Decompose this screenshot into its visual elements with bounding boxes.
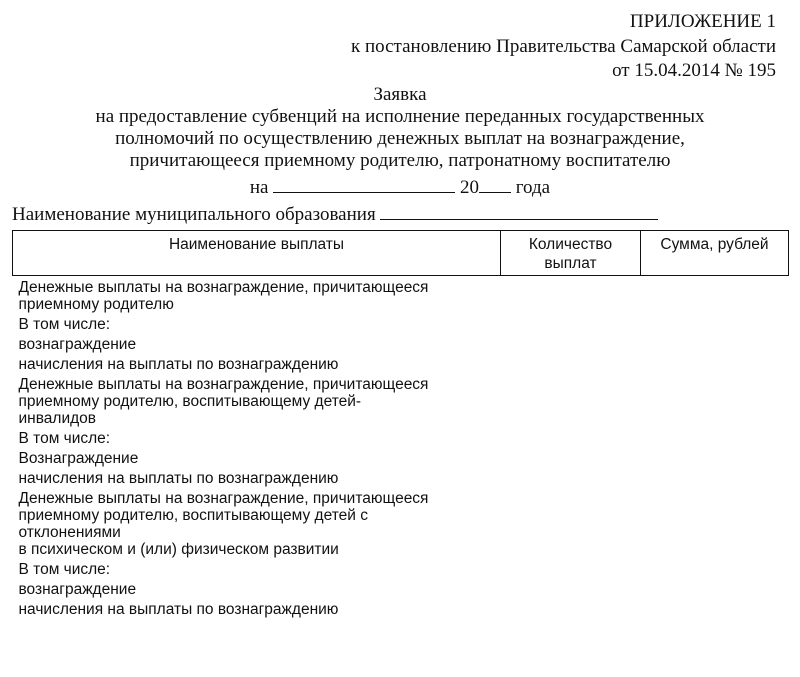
header-payment-count: Количество выплат	[501, 231, 641, 276]
payment-name-line: начисления на выплаты по вознаграждению	[18, 356, 339, 373]
payment-name-line: приемному родителю	[18, 296, 174, 313]
payment-name-cell	[13, 333, 501, 353]
payment-name-cell	[13, 598, 501, 618]
payment-name-cell	[13, 276, 501, 314]
payment-name-line: В том числе:	[18, 316, 111, 333]
appendix-label: ПРИЛОЖЕНИЕ 1	[629, 11, 776, 32]
payment-name-line: приемному родителю, воспитывающему детей-	[18, 393, 362, 410]
payment-sum-cell	[641, 487, 789, 558]
payment-count-cell	[501, 276, 641, 314]
table-row	[13, 578, 789, 598]
table-row	[13, 427, 789, 447]
payment-name-cell	[13, 353, 501, 373]
payment-name-line: В том числе:	[18, 561, 111, 578]
table-row	[13, 276, 789, 314]
payment-name-line: приемному родителю, воспитывающему детей с	[18, 507, 368, 524]
payment-name-line: Денежные выплаты на вознаграждение, причитающееся	[18, 376, 429, 393]
payment-count-cell	[501, 313, 641, 333]
table-body	[13, 276, 789, 619]
payment-name-line: Вознаграждение	[18, 450, 139, 467]
table-row	[13, 373, 789, 427]
payment-sum-cell	[641, 467, 789, 487]
payment-count-cell	[501, 467, 641, 487]
decree-date-number: от 15.04.2014 № 195	[612, 60, 776, 81]
period-suffix: года	[515, 177, 551, 198]
period-month-blank	[273, 174, 455, 193]
decree-reference: к постановлению Правительства Самарской области	[351, 36, 776, 57]
payment-name-cell	[13, 558, 501, 578]
municipality-line	[12, 201, 658, 227]
payment-count-cell	[501, 447, 641, 467]
payment-count-cell	[501, 353, 641, 373]
payment-count-cell	[501, 558, 641, 578]
payment-name-line: Денежные выплаты на вознаграждение, причитающееся	[18, 279, 429, 296]
payment-sum-cell	[641, 373, 789, 427]
payment-name-line: В том числе:	[18, 430, 111, 447]
payment-name-line: начисления на выплаты по вознаграждению	[18, 470, 339, 487]
payment-name-cell	[13, 427, 501, 447]
payment-sum-cell	[641, 558, 789, 578]
payment-name-line: в психическом и (или) физическом развитии	[18, 541, 339, 558]
payment-count-cell	[501, 373, 641, 427]
payment-sum-cell	[641, 333, 789, 353]
header-payment-sum: Сумма, рублей	[641, 231, 789, 276]
period-prefix: на	[249, 177, 269, 198]
payment-name-line: Денежные выплаты на вознаграждение, причитающееся	[18, 490, 429, 507]
payment-count-cell	[501, 578, 641, 598]
payment-sum-cell	[641, 447, 789, 467]
payment-sum-cell	[641, 353, 789, 373]
payment-sum-cell	[641, 578, 789, 598]
payment-name-cell	[13, 487, 501, 558]
municipality-blank	[380, 201, 658, 220]
table-row	[13, 487, 789, 558]
period-line	[0, 174, 800, 199]
payment-name-cell	[13, 578, 501, 598]
payment-name-line: отклонениями	[18, 524, 121, 541]
payment-count-cell	[501, 487, 641, 558]
table-row	[13, 558, 789, 578]
header-payment-name: Наименование выплаты	[13, 231, 501, 276]
document-title: Заявка	[373, 84, 427, 105]
table-header-row	[13, 231, 789, 276]
table-row	[13, 333, 789, 353]
table-row	[13, 447, 789, 467]
payment-count-cell	[501, 427, 641, 447]
payment-name-line: вознаграждение	[18, 336, 137, 353]
payment-sum-cell	[641, 598, 789, 618]
period-year: 20	[459, 177, 479, 198]
payment-name-cell	[13, 373, 501, 427]
payment-name-cell	[13, 447, 501, 467]
table-row	[13, 598, 789, 618]
payment-count-cell	[501, 333, 641, 353]
title-line-3: причитающееся приемному родителю, патронатному воспитателю	[129, 150, 671, 171]
payment-sum-cell	[641, 276, 789, 314]
payment-name-line: инвалидов	[18, 410, 96, 427]
table-row	[13, 467, 789, 487]
title-line-1: на предоставление субвенций на исполнение переданных государственных	[95, 106, 705, 127]
payments-table	[12, 230, 789, 618]
payment-count-cell	[501, 598, 641, 618]
payment-name-line: вознаграждение	[18, 581, 137, 598]
title-line-2: полномочий по осуществлению денежных выплат на вознаграждение,	[115, 128, 685, 149]
period-year-blank	[479, 174, 511, 193]
payment-name-line: начисления на выплаты по вознаграждению	[18, 601, 339, 618]
table-row	[13, 353, 789, 373]
table-row	[13, 313, 789, 333]
payment-sum-cell	[641, 313, 789, 333]
payment-name-cell	[13, 467, 501, 487]
payment-name-cell	[13, 313, 501, 333]
municipality-label: Наименование муниципального образования	[12, 204, 376, 225]
payment-sum-cell	[641, 427, 789, 447]
